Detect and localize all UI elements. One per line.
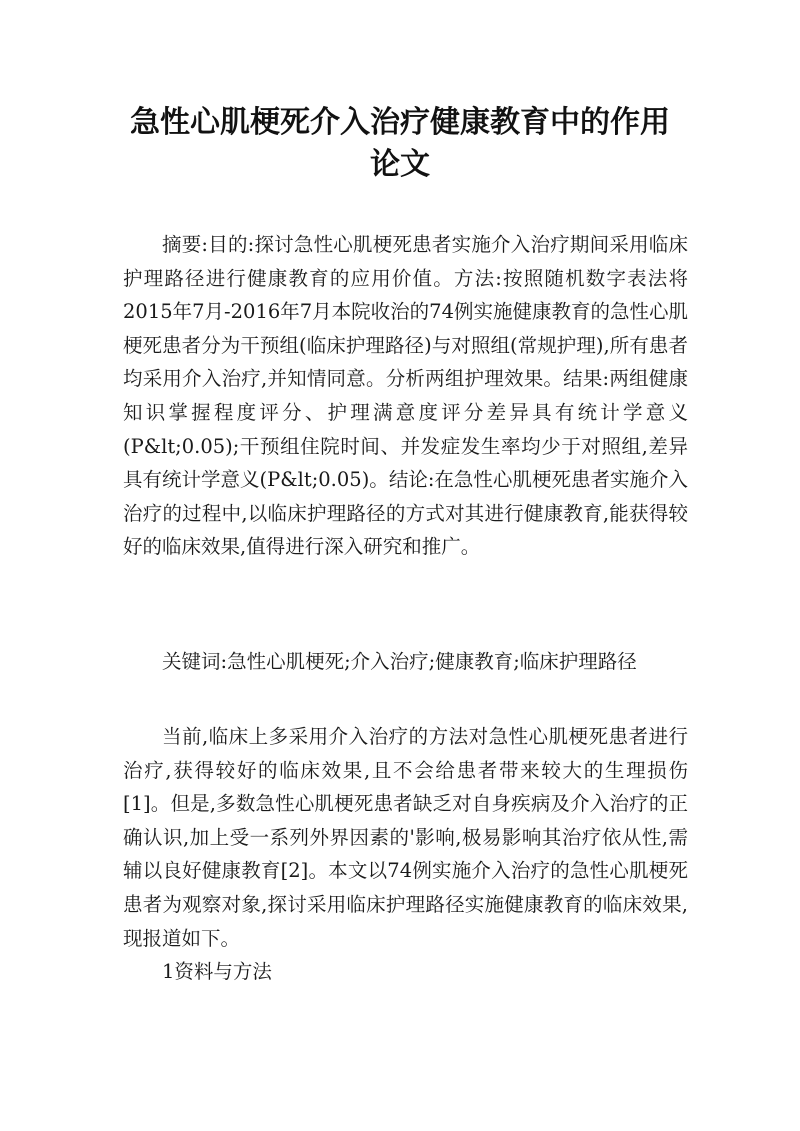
abstract-paragraph: 摘要:目的:探讨急性心肌梗死患者实施介入治疗期间采用临床护理路径进行健康教育的应用价值。方法:按照随机数字表法将2015年7月-2016年7月本院收治的74例实施健康教育的急性心肌梗死患者分为干预组(临床护理路径)与对照组(常规护理),所有患者均采用介入治疗,并知情同意。分析两组护理效果。结果:两组健康知识掌握程度评分、护理满意度评分差异具有统计学意义(P&lt;0.05);干预组住院时间、并发症发生率均少于对照组,差异具有统计学意义(P&lt;0.05)。结论:在急性心肌梗死患者实施介入治疗的过程中,以临床护理路径的方式对其进行健康教育,能获得较好的临床效果,值得进行深入研究和推广。 — [123, 233, 688, 559]
keywords-paragraph: 关键词:急性心肌梗死;介入治疗;健康教育;临床护理路径 — [162, 650, 637, 673]
section-heading-block — [123, 955, 688, 989]
document-title-line-2: 论文 — [370, 147, 430, 182]
introduction-section — [123, 720, 688, 955]
document-title-line-1: 急性心肌梗死介入治疗健康教育中的作用 — [130, 105, 670, 140]
abstract-section — [123, 228, 688, 564]
keywords-section — [123, 645, 688, 679]
section-heading: 1资料与方法 — [162, 960, 272, 983]
introduction-paragraph: 当前,临床上多采用介入治疗的方法对急性心肌梗死患者进行治疗,获得较好的临床效果,且不会给患者带来较大的生理损伤[1]。但是,多数急性心肌梗死患者缺乏对自身疾病及介入治疗的正确认识,加上受一系列外界因素的'影响,极易影响其治疗依从性,需辅以良好健康教育[2]。本文以74例实施介入治疗的急性心肌梗死患者为观察对象,探讨采用临床护理路径实施健康教育的临床效果,现报道如下。 — [123, 725, 688, 950]
